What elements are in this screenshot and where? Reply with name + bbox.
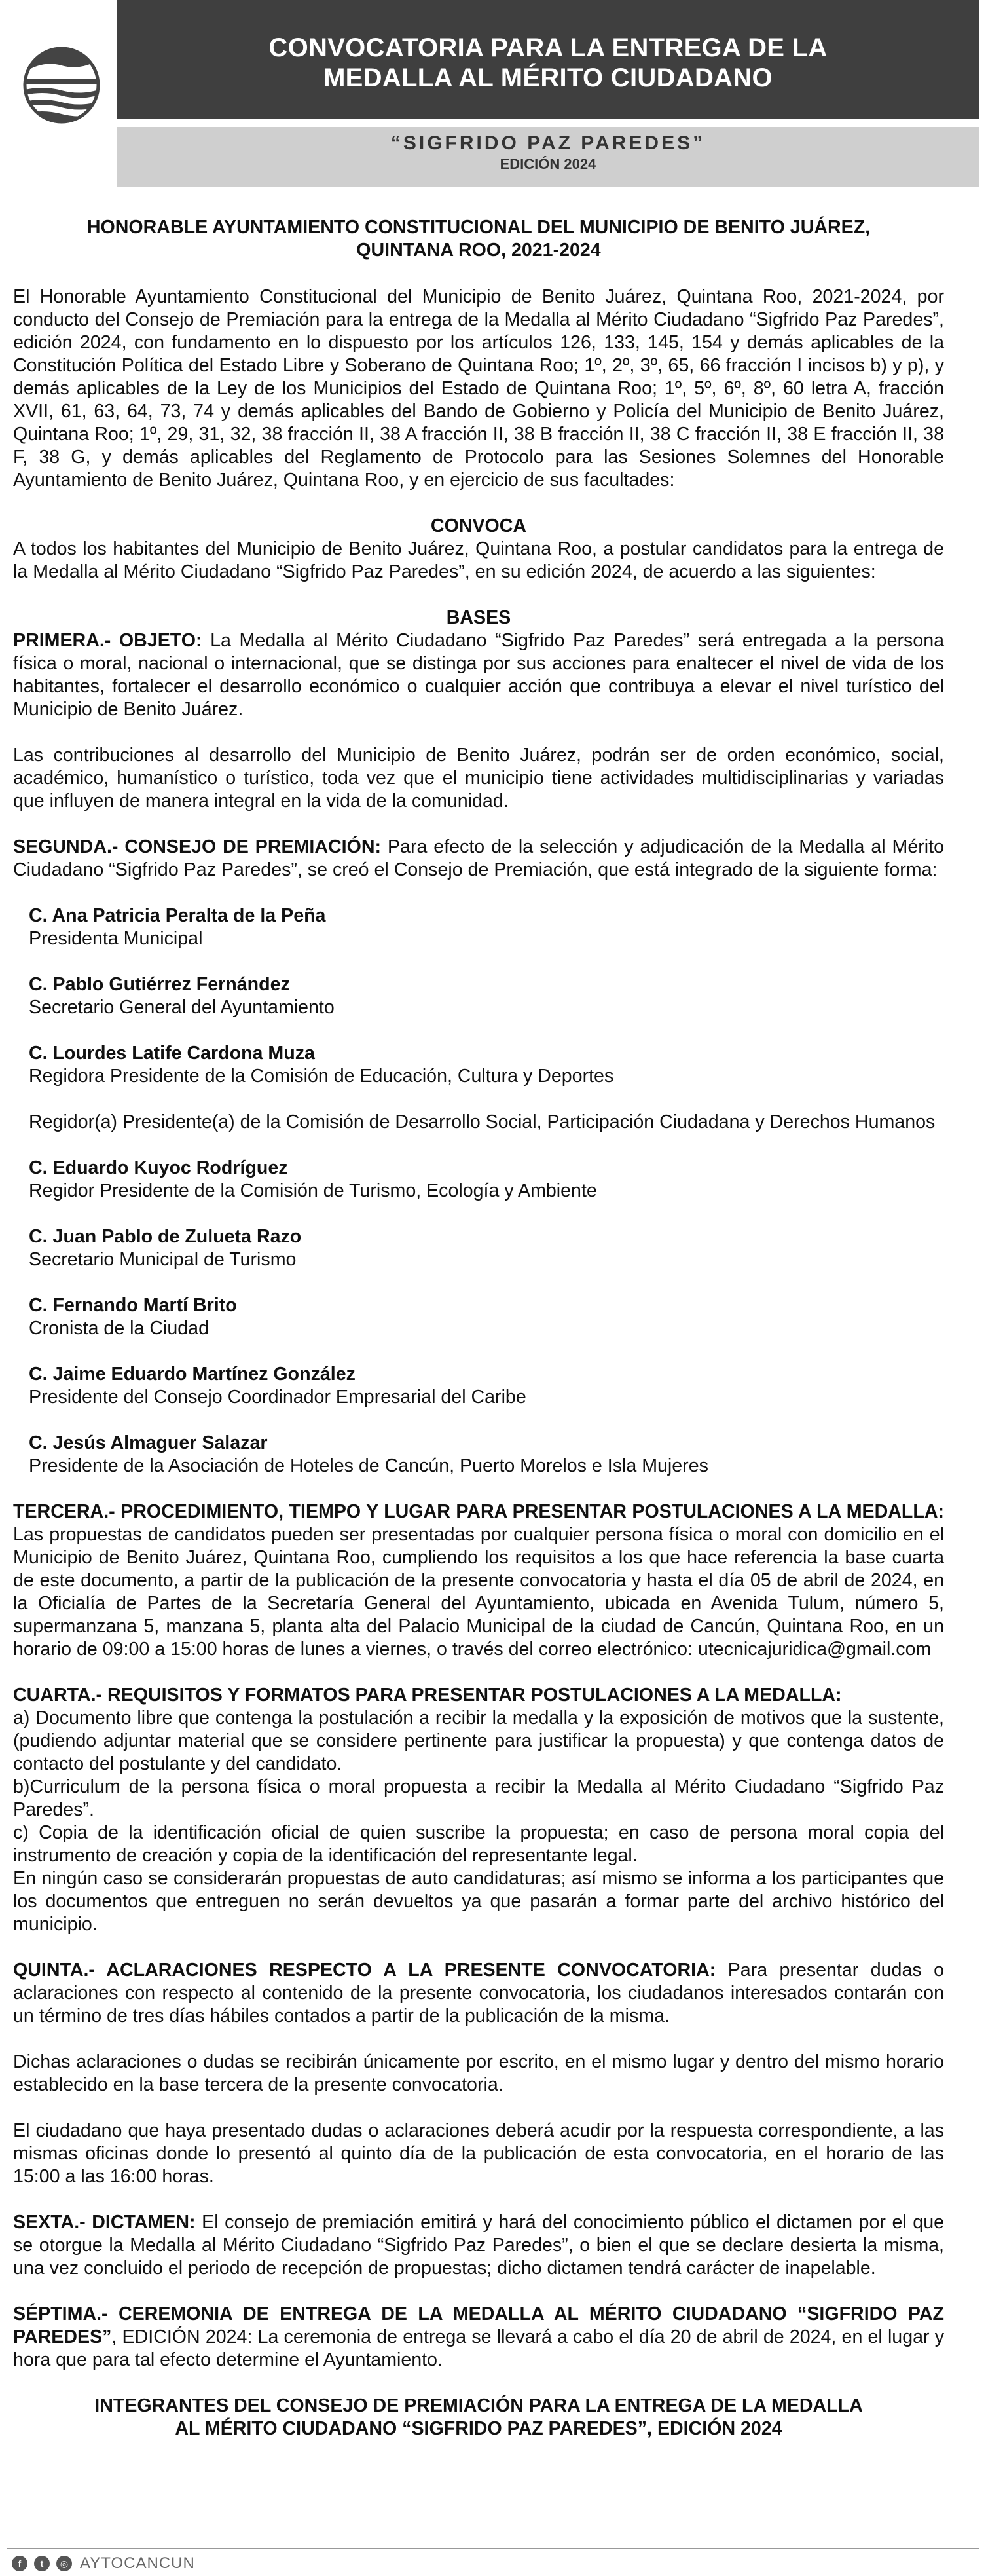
quinta-label: QUINTA.- ACLARACIONES RESPECTO A LA PRESENTE CONVOCATORIA: [13, 1960, 716, 1981]
heading-line2: QUINTANA ROO, 2021-2024 [356, 240, 601, 261]
sexta-label: SEXTA.- DICTAMEN: [13, 2212, 196, 2233]
septima-text: , EDICIÓN 2024: La ceremonia de entrega se llevará a cabo el día 20 de abril de 2024, en el lugar y hora que para tal efecto determine el Ayuntamiento. [13, 2326, 944, 2370]
document-body [13, 216, 944, 2440]
medal-name: “SIGFRIDO PAZ PAREDES” [390, 132, 706, 154]
member-role: Secretario General del Ayuntamiento [29, 997, 335, 1018]
tercera-text: Las propuestas de candidatos pueden ser presentadas por cualquier persona física o moral con domicilio en el Municipio de Benito Juárez, Quintana Roo, cumpliendo los requisitos a los que hace referencia la base cuarta de este documento, a partir de la publicación de la presente convocatoria y hasta el día 05 de abril de 2024, en la Oficialía de Partes de la Secretaría General del Ayuntamiento, ubicada en Avenida Tulum, número 5, supermanzana 5, manzana 5, planta alta del Palacio Municipal de la ciudad de Cancún, Quintana Roo, en un horario de 09:00 a 15:00 horas de lunes a viernes, o través del correo electrónico: utecnicajuridica@gmail.com [13, 1524, 944, 1660]
requirement-item: c) Copia de la identificación oficial de quien suscribe la propuesta; en caso de persona moral copia del instrumento de creación y copia de la identificación del representante legal. [13, 1822, 944, 1866]
member-role: Presidente del Consejo Coordinador Empresarial del Caribe [29, 1387, 526, 1408]
member-name: C. Jaime Eduardo Martínez González [29, 1364, 356, 1385]
member-name: C. Lourdes Latife Cardona Muza [29, 1043, 315, 1064]
member-name: C. Jesús Almaguer Salazar [29, 1432, 268, 1453]
logo-area [7, 0, 117, 187]
segunda-label: SEGUNDA.- CONSEJO DE PREMIACIÓN: [13, 836, 382, 857]
convocatoria-page [7, 0, 979, 2576]
septima-paragraph [13, 2303, 944, 2372]
requirement-item: b)Curriculum de la persona física o moral propuesta a recibir la Medalla al Mérito Ciudadano “Sigfrido Paz Paredes”. [13, 1776, 944, 1820]
intro-paragraph: El Honorable Ayuntamiento Constitucional del Municipio de Benito Juárez, Quintana Roo, 2021-2024, por conducto del Consejo de Premiación para la entrega de la Medalla al Mérito Ciudadano “Sigfrido Paz Paredes”, edición 2024, con fundamento en lo dispuesto por los artículos 126, 133, 145, 154 y demás aplicables de la Constitución Política del Estado Libre y Soberano de Quintana Roo; 1º, 2º, 3º, 65, 66 fracción I incisos b) y p), y demás aplicables de la Ley de los Municipios del Estado de Quintana Roo; 1º, 5º, 6º, 8º, 60 letra A, fracción XVII, 61, 63, 64, 73, 74 y demás aplicables del Bando de Gobierno y Policía del Municipio de Benito Juárez, Quintana Roo; 1º, 29, 31, 32, 38 fracción II, 38 A fracción II, 38 B fracción II, 38 C fracción II, 38 E fracción II, 38 F, 38 G, y demás aplicables del Reglamento de Protocolo para las Sesiones Solemnes del Honorable Ayuntamiento de Benito Juárez, Quintana Roo, y en ejercicio de sus facultades: [13, 286, 944, 491]
title-band [117, 0, 979, 119]
primera-text: La Medalla al Mérito Ciudadano “Sigfrido Paz Paredes” será entregada a la persona física o moral, nacional o internacional, que se distinga por sus acciones para enaltecer el nivel de vida de los habitantes, fortalecer el desarrollo económico o cualquier acción que contribuya a elevar el nivel turístico del Municipio de Benito Juárez. [13, 630, 944, 720]
member-item [13, 1225, 944, 1271]
member-role: Presidenta Municipal [29, 928, 203, 949]
member-name: C. Pablo Gutiérrez Fernández [29, 974, 290, 995]
cuarta-list [13, 1707, 944, 1936]
subtitle-band [117, 119, 979, 187]
member-item [13, 1432, 944, 1478]
convoca-paragraph: A todos los habitantes del Municipio de Benito Juárez, Quintana Roo, a postular candidatos para la entrega de la Medalla al Mérito Ciudadano “Sigfrido Paz Paredes”, en su edición 2024, de acuerdo a las siguientes: [13, 538, 944, 582]
member-item [13, 1294, 944, 1340]
footer-divider [7, 2548, 979, 2549]
member-item [13, 1111, 944, 1134]
convoca-title: CONVOCA [430, 515, 527, 536]
closing-line1: INTEGRANTES DEL CONSEJO DE PREMIACIÓN PARA LA ENTREGA DE LA MEDALLA [94, 2395, 863, 2416]
requirement-item: En ningún caso se considerarán propuestas de auto candidaturas; así mismo se informa a los participantes que los documentos que entreguen no serán devueltos ya que pasarán a formar parte del archivo histórico del municipio. [13, 1868, 944, 1935]
member-name: C. Ana Patricia Peralta de la Peña [29, 905, 326, 926]
edition-label: EDICIÓN 2024 [500, 156, 596, 172]
sexta-text: El consejo de premiación emitirá y hará del conocimiento público el dictamen por el que se otorgue la Medalla al Mérito Ciudadano “Sigfrido Paz Paredes”, o bien el que se declare desierta la misma, una vez concluido el periodo de recepción de propuestas; dicho dictamen tendrá carácter de inapelable. [13, 2212, 944, 2279]
primera-paragraph-2: Las contribuciones al desarrollo del Municipio de Benito Juárez, podrán ser de orden económico, social, académico, humanístico o turístico, toda vez que el municipio tiene actividades multidisciplinarias y variadas que influyen de manera integral en la vida de la comunidad. [13, 745, 944, 812]
heading-line1: HONORABLE AYUNTAMIENTO CONSTITUCIONAL DEL MUNICIPIO DE BENITO JUÁREZ, [86, 217, 871, 238]
requirement-item: a) Documento libre que contenga la postulación a recibir la medalla y la exposición de motivos que la sustente, (pudiendo adjuntar material que se considere pertinente para justificar la propuesta) y que contenga datos de contacto del postulante y del candidato. [13, 1708, 944, 1774]
member-name: C. Eduardo Kuyoc Rodríguez [29, 1157, 288, 1178]
member-role: Regidora Presidente de la Comisión de Educación, Cultura y Deportes [29, 1066, 614, 1087]
twitter-icon[interactable]: t [34, 2556, 50, 2571]
quinta-paragraph [13, 1959, 944, 2028]
member-name: C. Juan Pablo de Zulueta Razo [29, 1226, 302, 1247]
member-item [13, 973, 944, 1019]
council-members [13, 905, 944, 1478]
primera-label: PRIMERA.- OBJETO: [13, 630, 202, 651]
header [7, 0, 979, 187]
segunda-text: Para efecto de la selección y adjudicación de la Medalla al Mérito Ciudadano “Sigfrido Paz Paredes”, se creó el Consejo de Premiación, que está integrado de la siguiente forma: [13, 836, 945, 880]
sexta-paragraph [13, 2211, 944, 2280]
member-name: C. Fernando Martí Brito [29, 1295, 237, 1316]
footer [7, 2548, 979, 2576]
bases-title: BASES [446, 607, 511, 628]
page-title-line1: CONVOCATORIA PARA LA ENTREGA DE LA [268, 33, 828, 62]
primera-paragraph [13, 629, 944, 721]
member-role: Presidente de la Asociación de Hoteles de Cancún, Puerto Morelos e Isla Mujeres [29, 1455, 708, 1476]
facebook-icon[interactable]: f [12, 2556, 27, 2571]
member-item [13, 1042, 944, 1088]
instagram-icon[interactable]: ◎ [56, 2556, 72, 2571]
quinta-paragraph-3: El ciudadano que haya presentado dudas o aclaraciones deberá acudir por la respuesta correspondiente, a las mismas oficinas donde lo presentó al quinto día de la publicación de esta convocatoria, en el horario de las 15:00 a las 16:00 horas. [13, 2120, 944, 2187]
member-item [13, 1157, 944, 1203]
member-role: Secretario Municipal de Turismo [29, 1249, 297, 1270]
municipal-shield-icon [17, 46, 106, 124]
quinta-paragraph-2: Dichas aclaraciones o dudas se recibirán únicamente por escrito, en el mismo lugar y dentro del mismo horario establecido en la base tercera de la presente convocatoria. [13, 2051, 944, 2095]
cuarta-label: CUARTA.- REQUISITOS Y FORMATOS PARA PRESENTAR POSTULACIONES A LA MEDALLA: [13, 1685, 842, 1706]
quinta-text: Para presentar dudas o aclaraciones con respecto al contenido de la presente convocatoria, los ciudadanos interesados contarán con un término de tres días hábiles contados a partir de la publicación de la misma. [13, 1960, 944, 2026]
member-role: Regidor(a) Presidente(a) de la Comisión de Desarrollo Social, Participación Ciudadana y Derechos Humanos [29, 1111, 936, 1132]
page-title-line2: MEDALLA AL MÉRITO CIUDADANO [323, 64, 773, 92]
member-item [13, 905, 944, 950]
segunda-paragraph [13, 836, 944, 882]
member-role: Cronista de la Ciudad [29, 1318, 209, 1339]
member-item [13, 1363, 944, 1409]
social-handle[interactable]: AYTOCANCUN [80, 2554, 195, 2572]
member-role: Regidor Presidente de la Comisión de Turismo, Ecología y Ambiente [29, 1180, 597, 1201]
closing-line2: AL MÉRITO CIUDADANO “SIGFRIDO PAZ PAREDES”, EDICIÓN 2024 [175, 2418, 782, 2439]
tercera-paragraph [13, 1501, 944, 1661]
tercera-label: TERCERA.- PROCEDIMIENTO, TIEMPO Y LUGAR PARA PRESENTAR POSTULACIONES A LA MEDALLA: [13, 1501, 944, 1522]
septima-label: SÉPTIMA.- CEREMONIA DE ENTREGA DE LA MEDALLA AL MÉRITO CIUDADANO “SIGFRIDO PAZ PAREDES” [13, 2304, 944, 2347]
